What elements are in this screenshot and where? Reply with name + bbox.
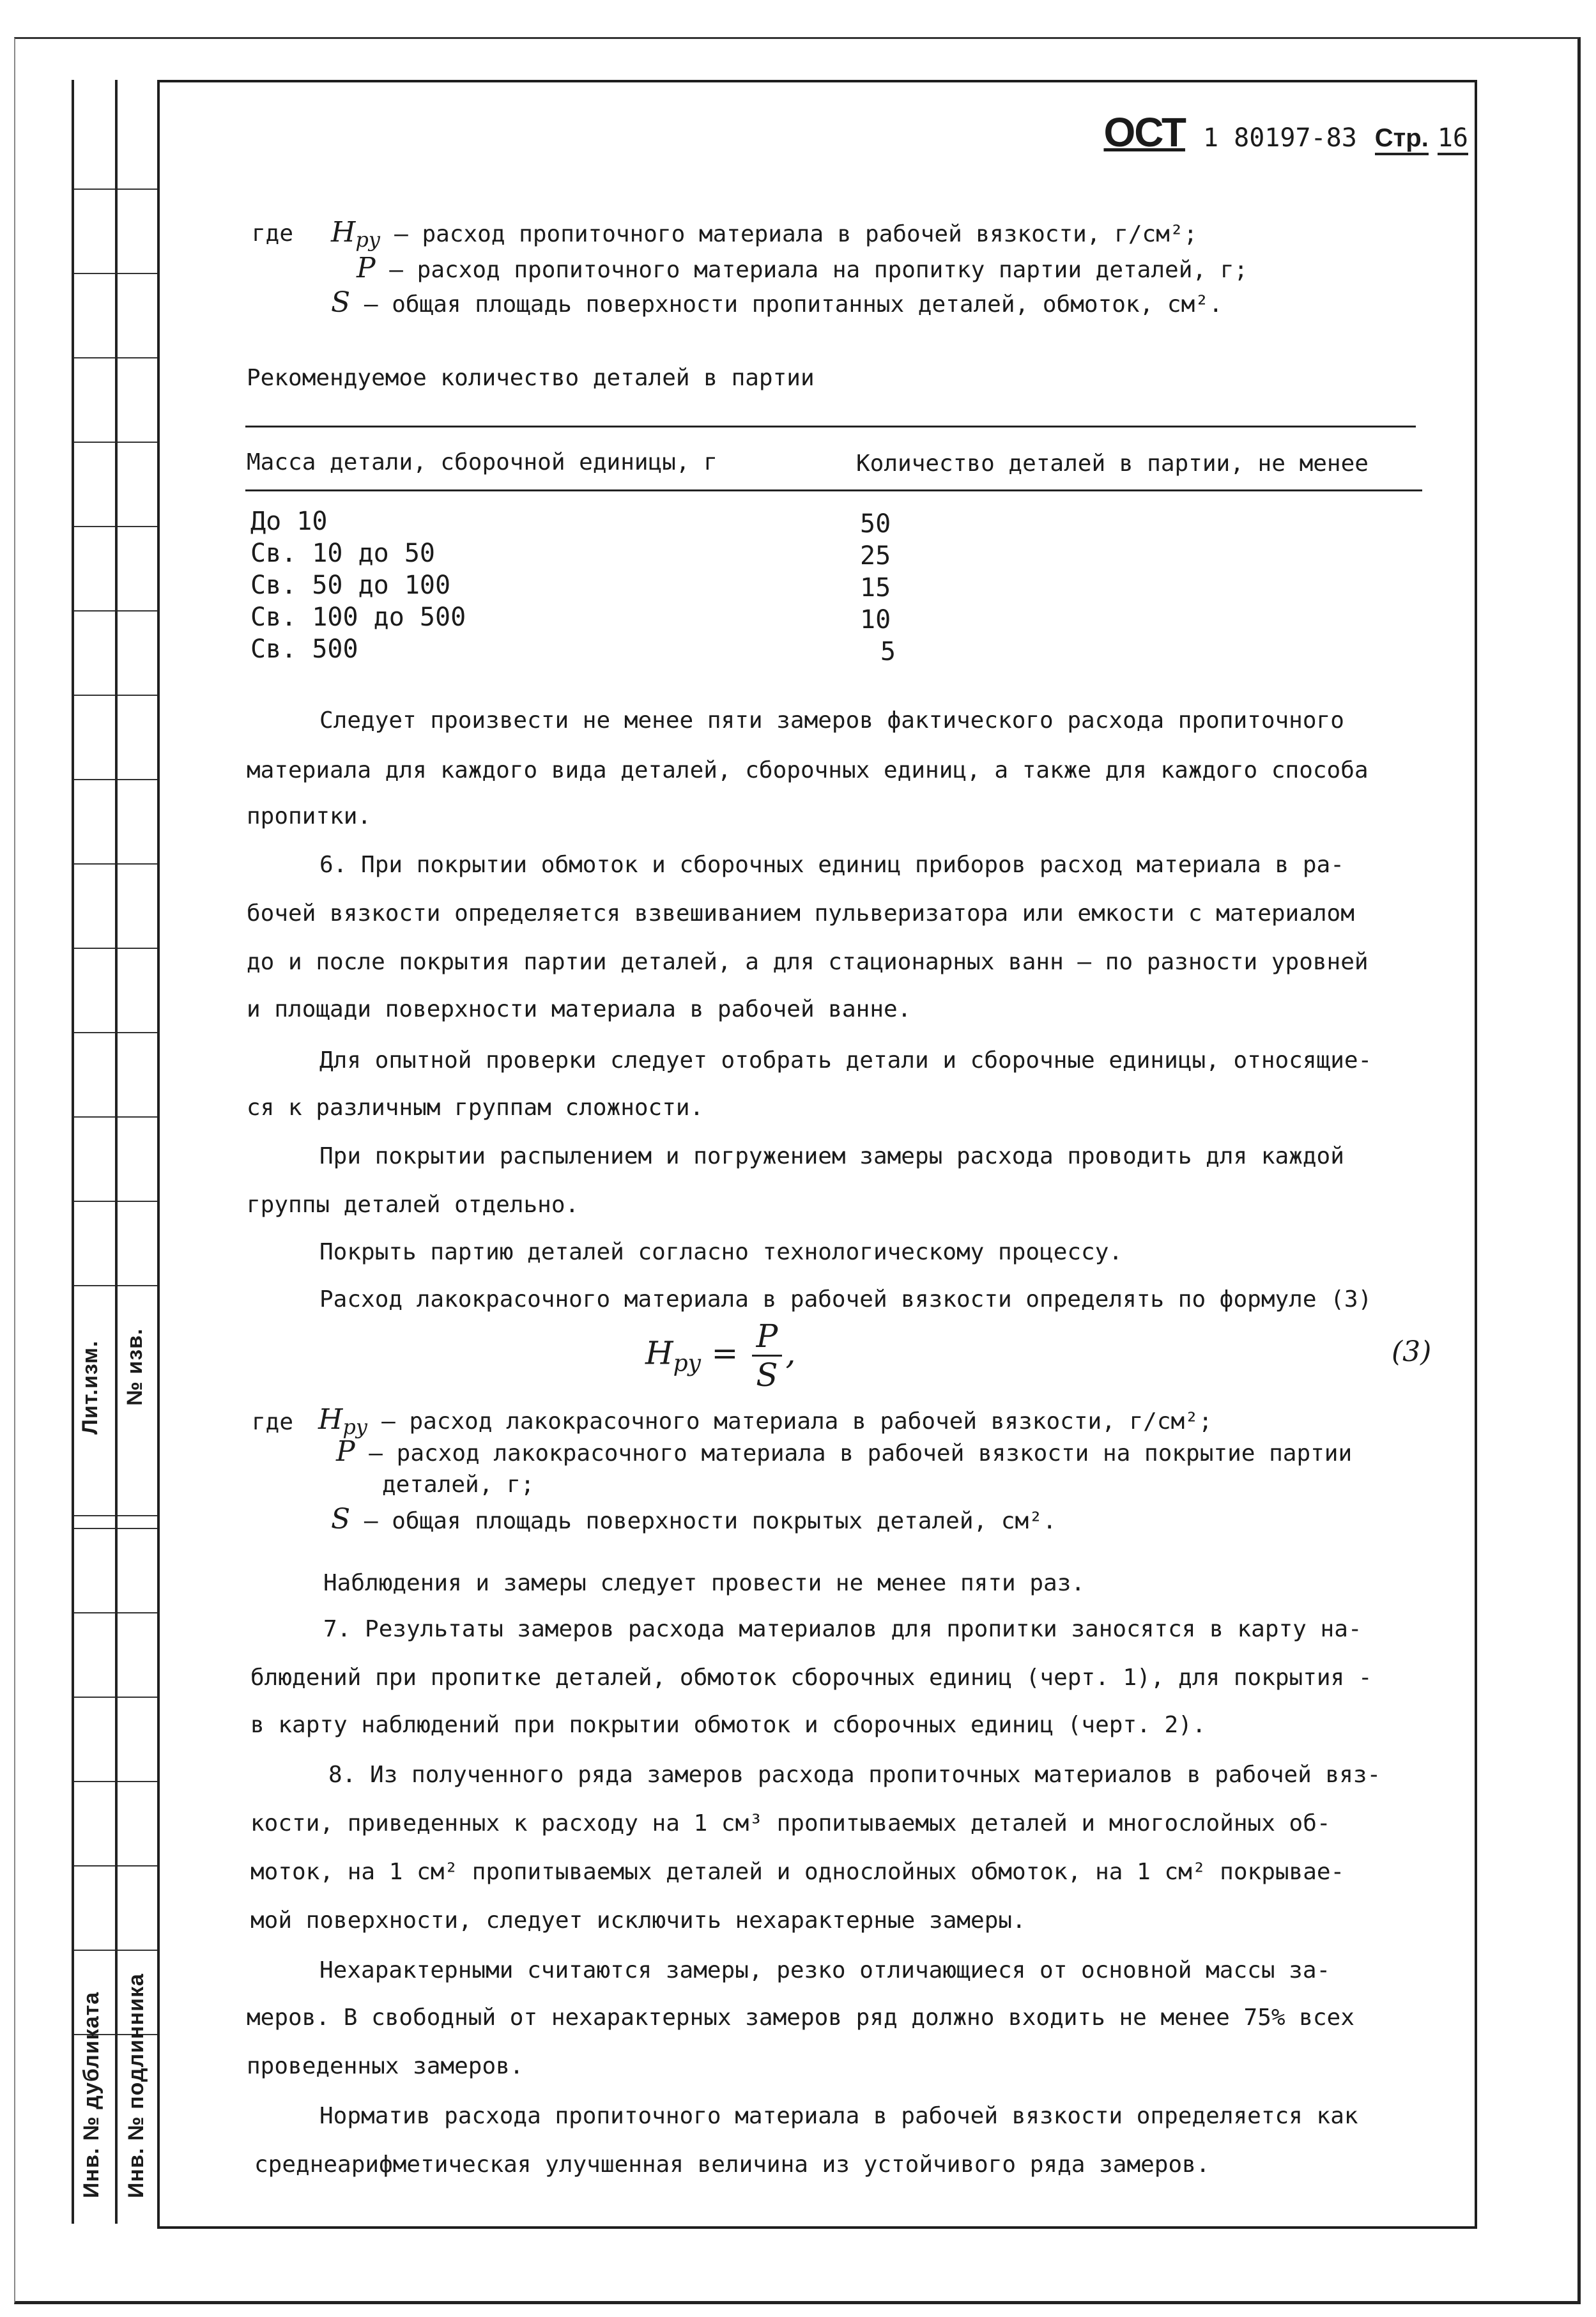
paragraph-line: и площади поверхности материала в рабочей ванне. bbox=[247, 996, 912, 1022]
paragraph-line: в карту наблюдений при покрытии обмоток и сборочных единиц (черт. 2). bbox=[250, 1712, 1206, 1738]
table-cell-count: 50 bbox=[860, 509, 891, 539]
paragraph-line: до и после покрытия партии деталей, а для стационарных ванн – по разности уровней bbox=[247, 949, 1369, 975]
definition-row: $Н_{ру}$ – расход лакокрасочного материала в рабочей вязкости, г/см²; bbox=[318, 1403, 1213, 1440]
paragraph-line: бочей вязкости определяется взвешиванием пульверизатора или емкости с материалом bbox=[247, 900, 1354, 927]
table-cell-mass: До 10 bbox=[250, 507, 328, 536]
margin-label-inv-podl: Инв. № подлинника bbox=[124, 1973, 148, 2198]
definition-row: S – общая площадь поверхности пропитанных деталей, обмоток, см². bbox=[331, 286, 1223, 319]
paragraph-line: мой поверхности, следует исключить нехарактерные замеры. bbox=[250, 1907, 1026, 1934]
definition-row: $Н_{ру}$ – расход пропиточного материала в рабочей вязкости, г/см²; bbox=[331, 216, 1198, 252]
paragraph-line: Расход лакокрасочного материала в рабочей вязкости определять по формуле (3) bbox=[319, 1286, 1372, 1312]
paragraph-line: Нехарактерными считаются замеры, резко отличающиеся от основной массы за- bbox=[319, 1957, 1331, 1983]
paragraph-line: материала для каждого вида деталей, сборочных единиц, а также для каждого способа bbox=[247, 757, 1369, 783]
paragraph-line: 6. При покрытии обмоток и сборочных единиц приборов расход материала в ра- bbox=[319, 852, 1344, 878]
paragraph-line: блюдений при пропитке деталей, обмоток сборочных единиц (черт. 1), для покрытия - bbox=[250, 1665, 1372, 1691]
definitions-intro: где bbox=[252, 1409, 294, 1435]
table-cell-count: 10 bbox=[860, 605, 891, 635]
table-header-count: Количество деталей в партии, не менее bbox=[856, 450, 1369, 477]
margin-label-n-izv: № изв. bbox=[123, 1328, 147, 1406]
table-cell-mass: Св. 500 bbox=[250, 635, 358, 664]
table-header-rule bbox=[245, 489, 1422, 491]
definition-row: деталей, г; bbox=[382, 1472, 535, 1498]
table-caption: Рекомендуемое количество деталей в партии bbox=[247, 365, 815, 391]
formula-number: (3) bbox=[1392, 1336, 1432, 1368]
paragraph-line: 7. Результаты замеров расхода материалов для пропитки заносятся в карту на- bbox=[323, 1616, 1362, 1642]
paragraph-line: Наблюдения и замеры следует провести не менее пяти раз. bbox=[323, 1570, 1086, 1596]
paragraph-line: моток, на 1 см² пропитываемых деталей и однослойных обмоток, на 1 см² покрывае- bbox=[250, 1859, 1345, 1885]
paragraph-line: Следует произвести не менее пяти замеров фактического расхода пропиточного bbox=[319, 707, 1344, 734]
page-header bbox=[1103, 109, 1468, 156]
paragraph-line: кости, приведенных к расходу на 1 см³ пропитываемых деталей и многослойных об- bbox=[250, 1810, 1331, 1836]
standard-code: ОСТ bbox=[1103, 109, 1185, 155]
paragraph-line: Для опытной проверки следует отобрать детали и сборочные единицы, относящие- bbox=[319, 1047, 1372, 1074]
table-cell-mass: Св. 50 до 100 bbox=[250, 571, 451, 600]
table-cell-count: 25 bbox=[860, 541, 891, 571]
paragraph-line: Норматив расхода пропиточного материала в рабочей вязкости определяется как bbox=[319, 2103, 1358, 2129]
definition-row: S – общая площадь поверхности покрытых деталей, см². bbox=[331, 1503, 1057, 1536]
paragraph-line: пропитки. bbox=[247, 803, 372, 829]
paragraph-line: Покрыть партию деталей согласно технологическому процессу. bbox=[319, 1239, 1123, 1265]
page-label: Стр. bbox=[1375, 124, 1429, 155]
document-number: 1 80197-83 bbox=[1202, 123, 1357, 153]
paragraph-line: проведенных замеров. bbox=[247, 2053, 524, 2079]
definitions-intro: где bbox=[252, 220, 294, 247]
paragraph-line: 8. Из полученного ряда замеров расхода пропиточных материалов в рабочей вяз- bbox=[328, 1762, 1381, 1788]
table-cell-count: 5 bbox=[880, 637, 896, 666]
table-cell-mass: Св. 10 до 50 bbox=[250, 539, 435, 568]
table-cell-count: 15 bbox=[860, 573, 891, 603]
margin-label-inv-dubl: Инв. № дубликата bbox=[79, 1991, 104, 2198]
formula-fraction: $\frac{P}{S}$ bbox=[752, 1318, 781, 1394]
paragraph-line: При покрытии распылением и погружением замеры расхода проводить для каждой bbox=[319, 1143, 1344, 1169]
paragraph-line: ся к различным группам сложности. bbox=[247, 1095, 704, 1121]
margin-strip-left bbox=[72, 80, 115, 2224]
definition-row: P – расход пропиточного материала на пропитку партии деталей, г; bbox=[357, 252, 1248, 284]
table-top-rule bbox=[245, 426, 1416, 427]
margin-strip-right bbox=[115, 80, 160, 2224]
definition-row: P – расход лакокрасочного материала в рабочей вязкости на покрытие партии bbox=[336, 1435, 1353, 1468]
formula-3: $Н_{ру}$ = $\frac{P}{S}$ , bbox=[645, 1318, 796, 1394]
paragraph-line: группы деталей отдельно. bbox=[247, 1192, 579, 1218]
table-cell-mass: Св. 100 до 500 bbox=[250, 603, 466, 632]
page-number: 16 bbox=[1438, 123, 1468, 155]
paragraph-line: среднеарифметическая улучшенная величина из устойчивого ряда замеров. bbox=[254, 2152, 1210, 2178]
paragraph-line: меров. В свободный от нехарактерных замеров ряд должно входить не менее 75% всех bbox=[247, 2005, 1354, 2031]
margin-label-lit-izm: Лит.изм. bbox=[78, 1340, 102, 1435]
table-header-mass: Масса детали, сборочной единицы, г bbox=[247, 449, 717, 475]
